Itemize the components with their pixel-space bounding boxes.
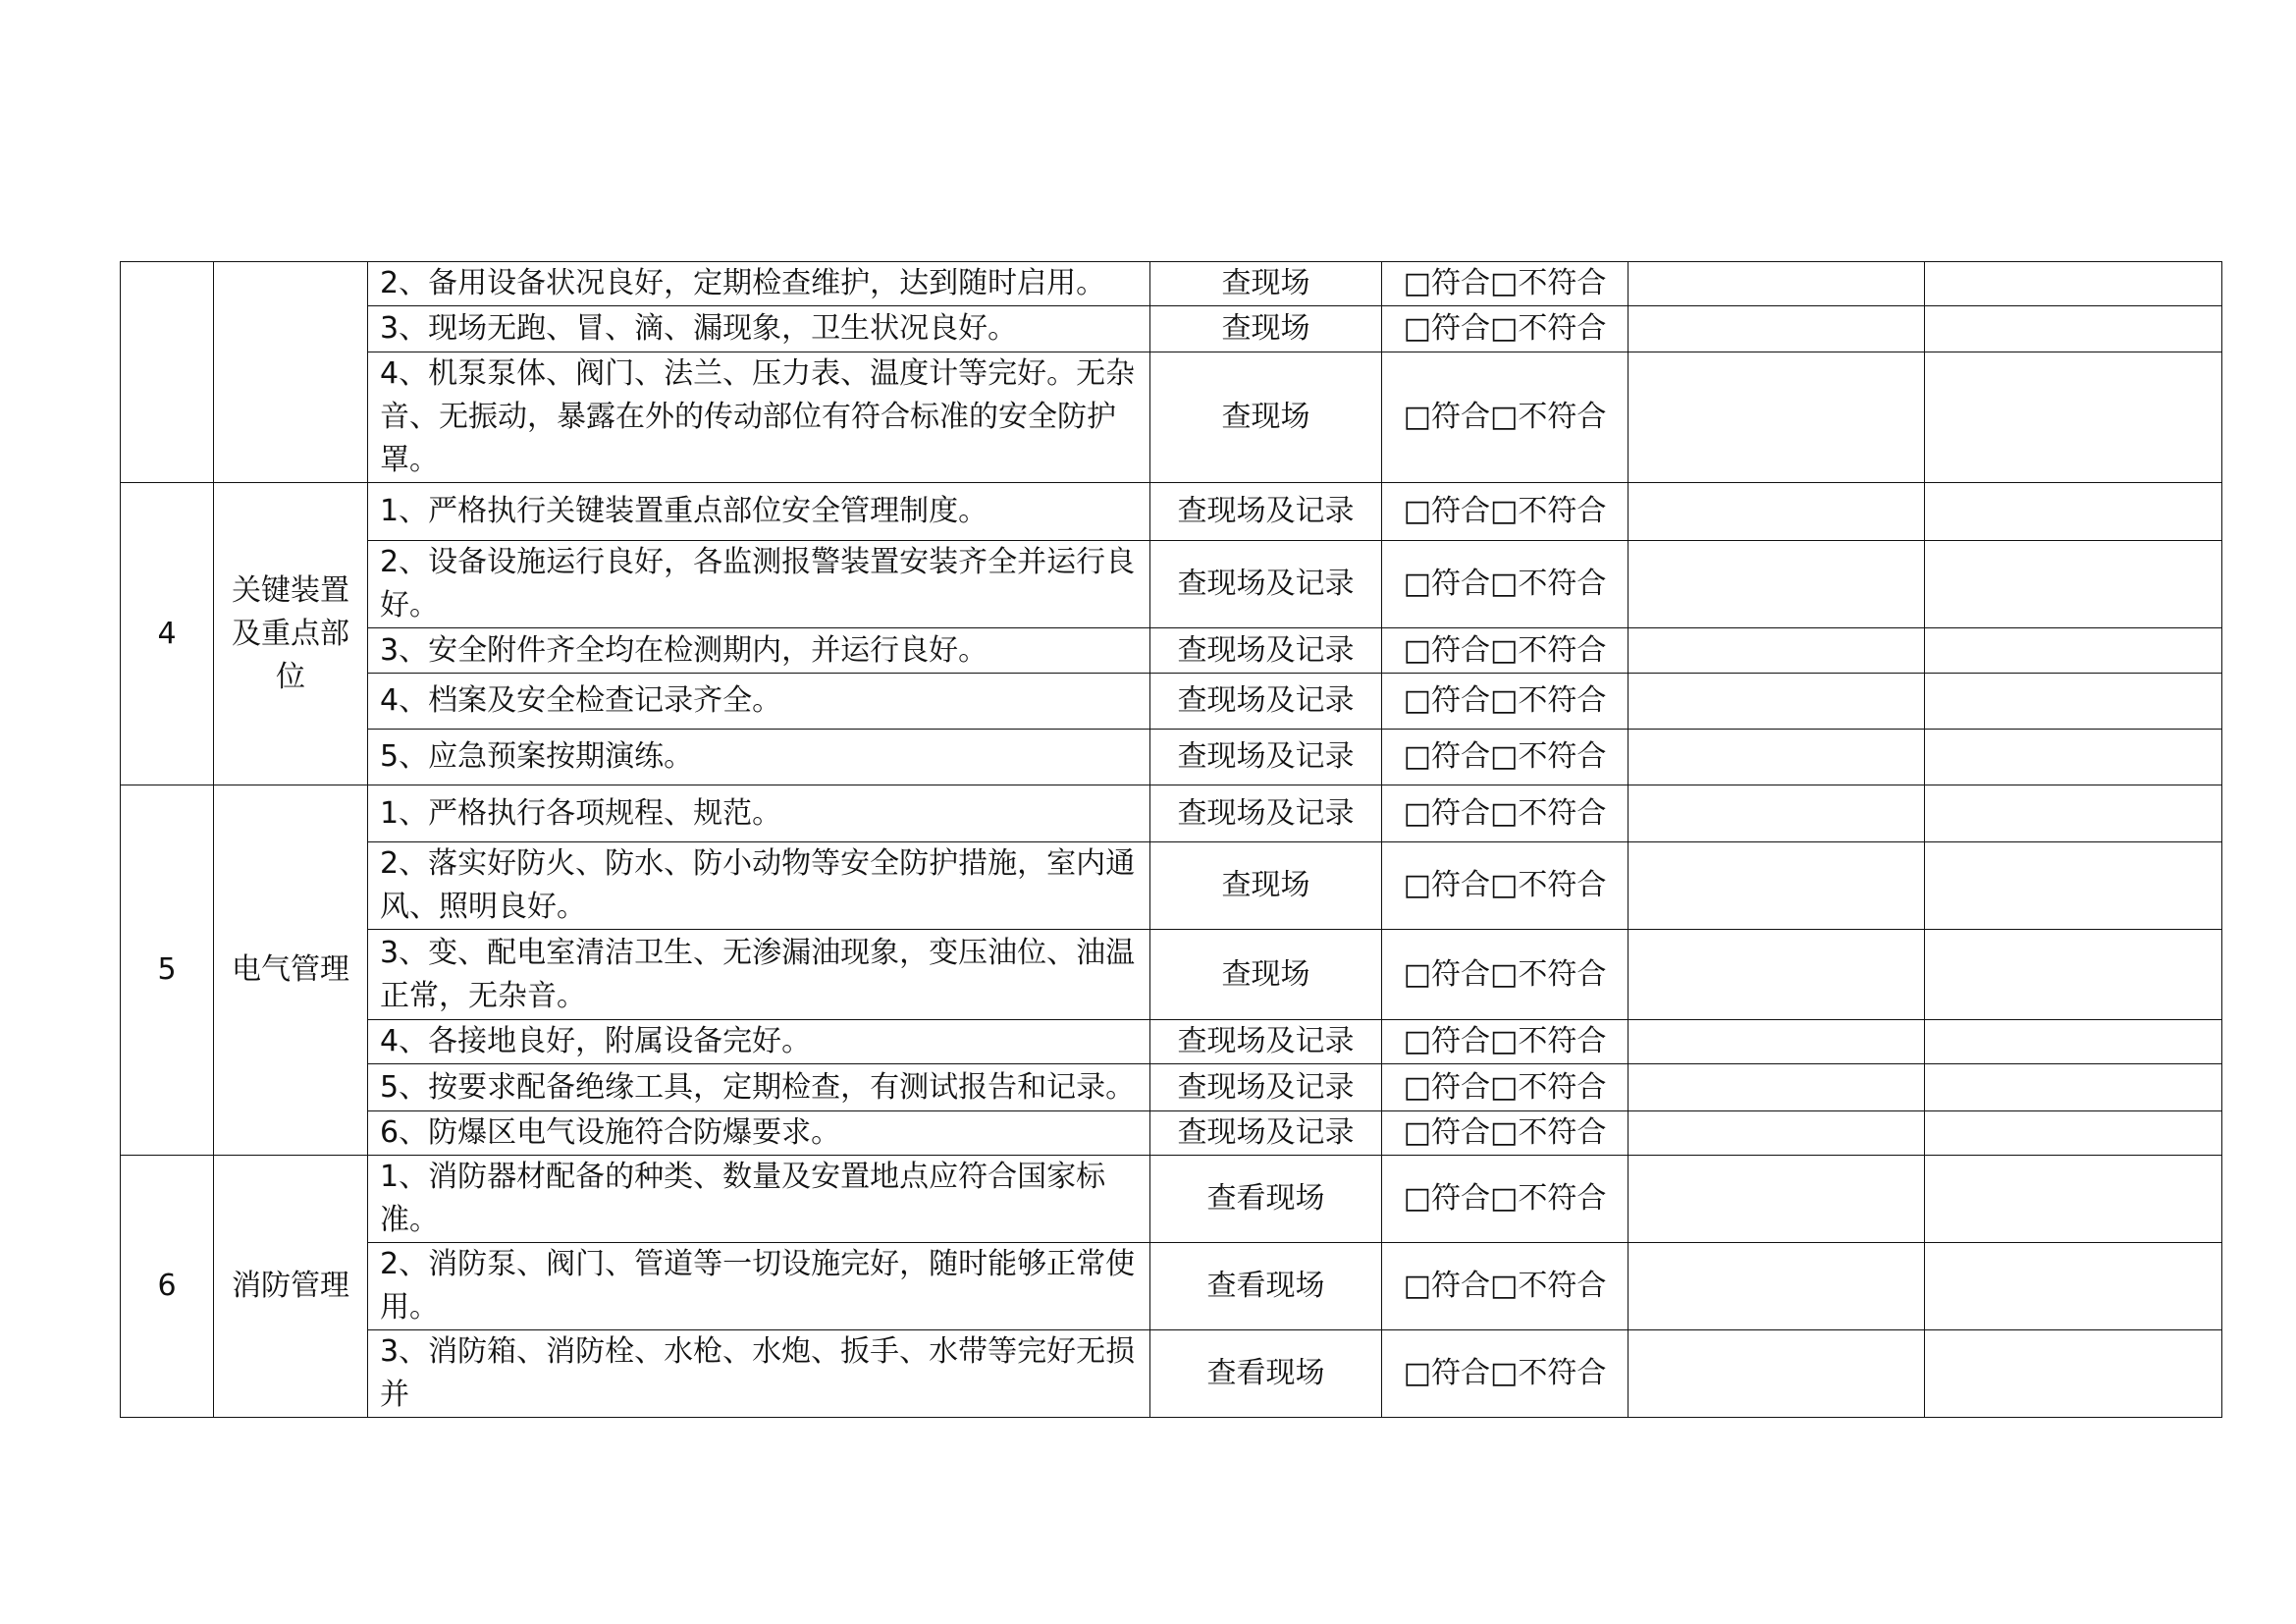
blank-cell[interactable] (1629, 1330, 1925, 1418)
table-row (121, 628, 2222, 674)
method-cell: 查现场 (1150, 930, 1382, 1020)
blank-cell[interactable] (1629, 306, 1925, 352)
group-number-cell: 6 (121, 1156, 214, 1418)
method-cell: 查现场 (1150, 352, 1382, 483)
blank-cell[interactable] (1629, 785, 1925, 842)
group-number-cell: 4 (121, 483, 214, 785)
group-number-cell (121, 262, 214, 483)
method-cell: 查看现场 (1150, 1156, 1382, 1243)
group-item-cell (214, 262, 368, 483)
blank-cell[interactable] (1925, 1111, 2222, 1156)
requirement-cell: 2、备用设备状况良好，定期检查维护，达到随时启用。 (368, 262, 1150, 306)
requirement-cell: 4、各接地良好，附属设备完好。 (368, 1020, 1150, 1064)
table-row (121, 730, 2222, 785)
blank-cell[interactable] (1629, 674, 1925, 730)
blank-cell[interactable] (1925, 352, 2222, 483)
blank-cell[interactable] (1925, 785, 2222, 842)
requirement-cell: 4、档案及安全检查记录齐全。 (368, 674, 1150, 730)
group-item-cell: 消防管理 (214, 1156, 368, 1418)
requirement-cell: 6、防爆区电气设施符合防爆要求。 (368, 1111, 1150, 1156)
requirement-cell: 5、应急预案按期演练。 (368, 730, 1150, 785)
blank-cell[interactable] (1925, 1330, 2222, 1418)
result-checkbox-cell[interactable]: □符合□不符合 (1382, 1243, 1629, 1330)
requirement-cell: 2、消防泵、阀门、管道等一切设施完好，随时能够正常使用。 (368, 1243, 1150, 1330)
group-item-cell: 关键装置及重点部位 (214, 483, 368, 785)
blank-cell[interactable] (1629, 1243, 1925, 1330)
group-number-cell: 5 (121, 785, 214, 1156)
blank-cell[interactable] (1629, 1156, 1925, 1243)
blank-cell[interactable] (1629, 628, 1925, 674)
method-cell: 查看现场 (1150, 1243, 1382, 1330)
requirement-cell: 1、严格执行关键装置重点部位安全管理制度。 (368, 483, 1150, 541)
result-checkbox-cell[interactable]: □符合□不符合 (1382, 730, 1629, 785)
blank-cell[interactable] (1925, 842, 2222, 930)
method-cell: 查现场及记录 (1150, 730, 1382, 785)
group-item-cell: 电气管理 (214, 785, 368, 1156)
result-checkbox-cell[interactable]: □符合□不符合 (1382, 541, 1629, 628)
blank-cell[interactable] (1629, 930, 1925, 1020)
safety-checklist-table (120, 261, 2222, 1418)
requirement-cell: 2、设备设施运行良好，各监测报警装置安装齐全并运行良好。 (368, 541, 1150, 628)
blank-cell[interactable] (1925, 628, 2222, 674)
result-checkbox-cell[interactable]: □符合□不符合 (1382, 628, 1629, 674)
blank-cell[interactable] (1629, 1020, 1925, 1064)
table-row (121, 1243, 2222, 1330)
requirement-cell: 3、消防箱、消防栓、水枪、水炮、扳手、水带等完好无损并 (368, 1330, 1150, 1418)
result-checkbox-cell[interactable]: □符合□不符合 (1382, 1330, 1629, 1418)
method-cell: 查现场 (1150, 262, 1382, 306)
checklist-page (120, 261, 2221, 1418)
requirement-cell: 4、机泵泵体、阀门、法兰、压力表、温度计等完好。无杂音、无振动，暴露在外的传动部位有符合标准的安全防护罩。 (368, 352, 1150, 483)
blank-cell[interactable] (1629, 352, 1925, 483)
table-row (121, 1111, 2222, 1156)
requirement-cell: 5、按要求配备绝缘工具，定期检查，有测试报告和记录。 (368, 1064, 1150, 1111)
result-checkbox-cell[interactable]: □符合□不符合 (1382, 262, 1629, 306)
method-cell: 查看现场 (1150, 1330, 1382, 1418)
blank-cell[interactable] (1629, 541, 1925, 628)
requirement-cell: 3、变、配电室清洁卫生、无渗漏油现象，变压油位、油温正常，无杂音。 (368, 930, 1150, 1020)
requirement-cell: 3、现场无跑、冒、滴、漏现象，卫生状况良好。 (368, 306, 1150, 352)
blank-cell[interactable] (1925, 930, 2222, 1020)
table-row (121, 785, 2222, 842)
blank-cell[interactable] (1925, 1243, 2222, 1330)
method-cell: 查现场及记录 (1150, 1020, 1382, 1064)
requirement-cell: 2、落实好防火、防水、防小动物等安全防护措施，室内通风、照明良好。 (368, 842, 1150, 930)
blank-cell[interactable] (1925, 1064, 2222, 1111)
result-checkbox-cell[interactable]: □符合□不符合 (1382, 1064, 1629, 1111)
table-row (121, 1156, 2222, 1243)
table-row (121, 352, 2222, 483)
requirement-cell: 3、安全附件齐全均在检测期内，并运行良好。 (368, 628, 1150, 674)
blank-cell[interactable] (1925, 306, 2222, 352)
blank-cell[interactable] (1629, 483, 1925, 541)
table-row (121, 674, 2222, 730)
method-cell: 查现场及记录 (1150, 785, 1382, 842)
table-row (121, 483, 2222, 541)
blank-cell[interactable] (1629, 262, 1925, 306)
blank-cell[interactable] (1925, 1020, 2222, 1064)
blank-cell[interactable] (1925, 1156, 2222, 1243)
blank-cell[interactable] (1925, 262, 2222, 306)
table-row (121, 1330, 2222, 1418)
method-cell: 查现场及记录 (1150, 1111, 1382, 1156)
method-cell: 查现场 (1150, 306, 1382, 352)
table-row (121, 1020, 2222, 1064)
result-checkbox-cell[interactable]: □符合□不符合 (1382, 785, 1629, 842)
method-cell: 查现场及记录 (1150, 541, 1382, 628)
result-checkbox-cell[interactable]: □符合□不符合 (1382, 930, 1629, 1020)
table-row (121, 842, 2222, 930)
requirement-cell: 1、严格执行各项规程、规范。 (368, 785, 1150, 842)
result-checkbox-cell[interactable]: □符合□不符合 (1382, 306, 1629, 352)
table-row (121, 1064, 2222, 1111)
method-cell: 查现场及记录 (1150, 674, 1382, 730)
result-checkbox-cell[interactable]: □符合□不符合 (1382, 842, 1629, 930)
table-row (121, 541, 2222, 628)
blank-cell[interactable] (1629, 1111, 1925, 1156)
blank-cell[interactable] (1925, 674, 2222, 730)
blank-cell[interactable] (1925, 541, 2222, 628)
method-cell: 查现场 (1150, 842, 1382, 930)
result-checkbox-cell[interactable]: □符合□不符合 (1382, 483, 1629, 541)
blank-cell[interactable] (1629, 730, 1925, 785)
method-cell: 查现场及记录 (1150, 1064, 1382, 1111)
result-checkbox-cell[interactable]: □符合□不符合 (1382, 1020, 1629, 1064)
blank-cell[interactable] (1629, 1064, 1925, 1111)
result-checkbox-cell[interactable]: □符合□不符合 (1382, 1111, 1629, 1156)
blank-cell[interactable] (1925, 730, 2222, 785)
method-cell: 查现场及记录 (1150, 628, 1382, 674)
table-row (121, 930, 2222, 1020)
result-checkbox-cell[interactable]: □符合□不符合 (1382, 1156, 1629, 1243)
requirement-cell: 1、消防器材配备的种类、数量及安置地点应符合国家标准。 (368, 1156, 1150, 1243)
blank-cell[interactable] (1925, 483, 2222, 541)
result-checkbox-cell[interactable]: □符合□不符合 (1382, 674, 1629, 730)
method-cell: 查现场及记录 (1150, 483, 1382, 541)
blank-cell[interactable] (1629, 842, 1925, 930)
table-row (121, 306, 2222, 352)
table-row (121, 262, 2222, 306)
result-checkbox-cell[interactable]: □符合□不符合 (1382, 352, 1629, 483)
